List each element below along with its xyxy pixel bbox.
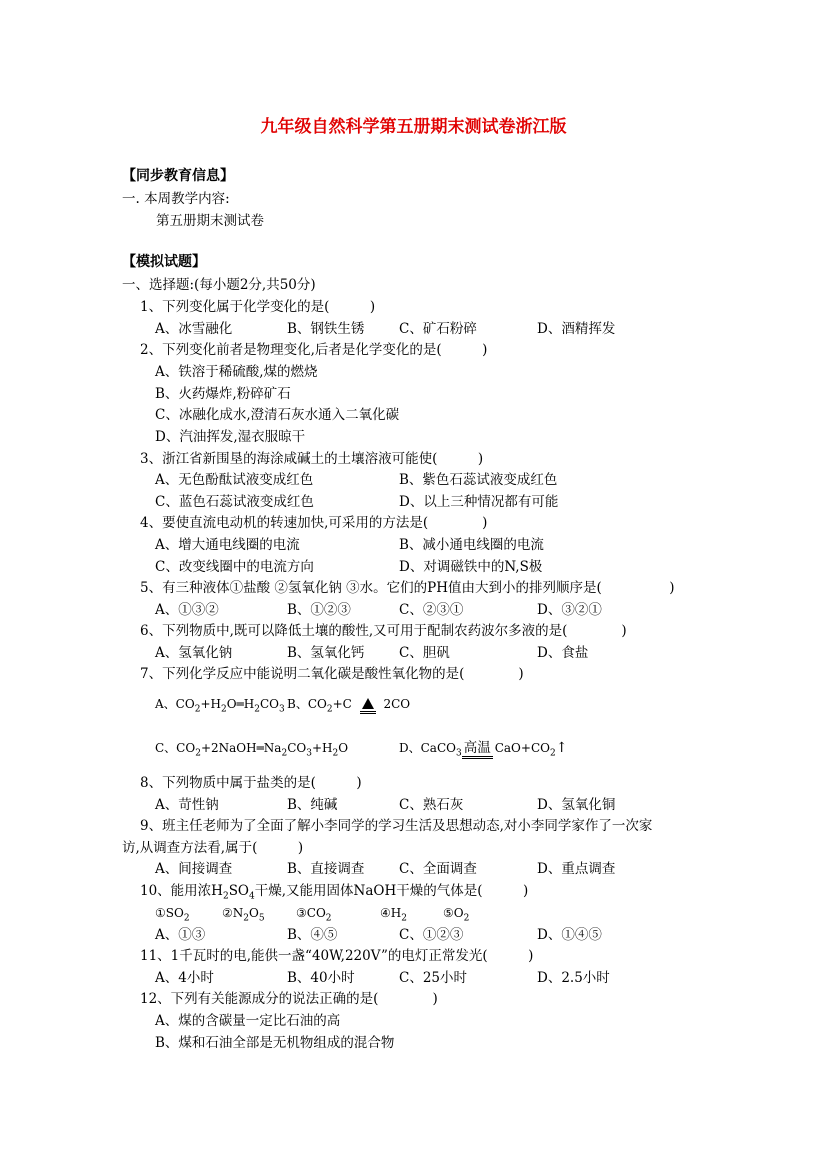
q1-option-d: D、酒精挥发 [537, 321, 616, 337]
choice-header: 一、选择题:(每小题2分,共50分) [122, 277, 316, 293]
q9-stem: 9、班主任老师为了全面了解小李同学的学习生活及思想动态,对小李同学家作了一次家 [140, 818, 653, 834]
q11-option-b: B、40小时 [287, 970, 355, 986]
content-label: 一. 本周教学内容: [122, 191, 230, 207]
q2-stem: 2、下列变化前者是物理变化,后者是化学变化的是( ) [140, 342, 488, 358]
q10-gas-2: $②N_2O_5$ [222, 906, 265, 924]
q8-option-d: D、氢氧化铜 [537, 797, 616, 813]
q6-option-c: C、胆矾 [399, 645, 450, 661]
q10-gas-4: $④H_2$ [380, 906, 407, 924]
q9-option-a: A、间接调查 [155, 861, 233, 877]
q10-option-b: B、④⑤ [287, 927, 338, 943]
q5-option-d: D、③②① [537, 602, 602, 618]
q10-option-a: A、①③ [155, 927, 206, 943]
q3-option-a: A、无色酚酞试液变成红色 [155, 472, 314, 488]
q10-gas-3: $③CO_2$ [296, 906, 332, 924]
delta-icon [362, 698, 374, 709]
q7-option-b: B、$CO_2+C$ 2CO [287, 697, 411, 715]
q7-option-c: C、$CO_2+2NaOH═Na_2CO_3+H_2O$ [155, 741, 349, 759]
q3-option-c: C、蓝色石蕊试液变成红色 [155, 494, 314, 510]
q4-option-a: A、增大通电线圈的电流 [155, 537, 300, 553]
q5-option-b: B、①②③ [287, 602, 351, 618]
q1-stem: 1、下列变化属于化学变化的是( ) [140, 299, 376, 315]
page-title: 九年级自然科学第五册期末测试卷浙江版 [260, 117, 567, 137]
q1-option-b: B、钢铁生锈 [287, 321, 365, 337]
q1-option-c: C、矿石粉碎 [399, 321, 477, 337]
q3-option-d: D、以上三种情况都有可能 [399, 494, 559, 510]
q10-gas-1: $①SO_2$ [155, 906, 190, 924]
q11-option-a: A、4小时 [155, 970, 214, 986]
q8-option-b: B、纯碱 [287, 797, 338, 813]
q3-stem: 3、浙江省新围垦的海涂咸碱土的土壤溶液可能使( ) [140, 451, 484, 467]
q4-stem: 4、要使直流电动机的转速加快,可采用的方法是( ) [140, 515, 488, 531]
q8-option-a: A、苛性钠 [155, 797, 219, 813]
q2-option-c: C、冰融化成水,澄清石灰水通入二氧化碳 [155, 407, 400, 423]
q2-option-a: A、铁溶于稀硫酸,煤的燃烧 [155, 364, 318, 380]
q4-option-d: D、对调磁铁中的N,S极 [399, 559, 543, 575]
q5-option-a: A、①③② [155, 602, 219, 618]
q9-option-c: C、全面调查 [399, 861, 477, 877]
q2-option-d: D、汽油挥发,湿衣服晾干 [155, 429, 306, 445]
q10-option-d: D、①④⑤ [537, 927, 602, 943]
q6-option-b: B、氢氧化钙 [287, 645, 365, 661]
q9-option-b: B、直接调查 [287, 861, 365, 877]
q9-option-d: D、重点调查 [537, 861, 616, 877]
q2-option-b: B、火药爆炸,粉碎矿石 [155, 386, 291, 402]
q9-stem-cont: 访,从调查方法看,属于( ) [122, 840, 304, 856]
q5-option-c: C、②③① [399, 602, 464, 618]
q4-option-c: C、改变线圈中的电流方向 [155, 559, 314, 575]
q6-option-d: D、食盐 [537, 645, 589, 661]
q11-stem: 11、1千瓦时的电,能供一盏“40W,220V”的电灯正常发光( ) [140, 948, 534, 964]
section-mock: 【模拟试题】 [122, 254, 206, 270]
section-sync-info: 【同步教育信息】 [122, 168, 234, 184]
q8-option-c: C、熟石灰 [399, 797, 464, 813]
q8-stem: 8、下列物质中属于盐类的是( ) [140, 775, 362, 791]
q3-option-b: B、紫色石蕊试液变成红色 [399, 472, 558, 488]
q12-option-b: B、煤和石油全部是无机物组成的混合物 [155, 1035, 395, 1051]
q10-stem: 10、能用浓$H_2SO_4$干燥,又能用固体NaOH干燥的气体是( ) [140, 883, 529, 902]
q7-option-d: D、CaCO$_3$ 高温 $CaO+CO_2↑$ [399, 740, 568, 759]
q11-option-d: D、2.5小时 [537, 970, 610, 986]
q7-option-a: A、$CO_2+H_2O═H_2CO_3$ [155, 697, 285, 715]
q10-option-c: C、①②③ [399, 927, 464, 943]
q11-option-c: C、25小时 [399, 970, 468, 986]
q7-stem: 7、下列化学反应中能说明二氧化碳是酸性氧化物的是( ) [140, 666, 524, 682]
q10-gas-5: $⑤O_2$ [443, 906, 470, 924]
q12-option-a: A、煤的含碳量一定比石油的高 [155, 1013, 341, 1029]
heat-condition [360, 697, 376, 714]
q6-stem: 6、下列物质中,既可以降低土壤的酸性,又可用于配制农药波尔多液的是( ) [140, 623, 627, 639]
q1-option-a: A、冰雪融化 [155, 321, 233, 337]
q6-option-a: A、氢氧化钠 [155, 645, 233, 661]
q12-stem: 12、下列有关能源成分的说法正确的是( ) [140, 991, 438, 1007]
q5-stem: 5、有三种液体①盐酸 ②氢氧化钠 ③水。它们的PH值由大到小的排列顺序是( ) [140, 580, 675, 596]
q4-option-b: B、减小通电线圈的电流 [399, 537, 544, 553]
content-value: 第五册期末测试卷 [156, 213, 264, 229]
